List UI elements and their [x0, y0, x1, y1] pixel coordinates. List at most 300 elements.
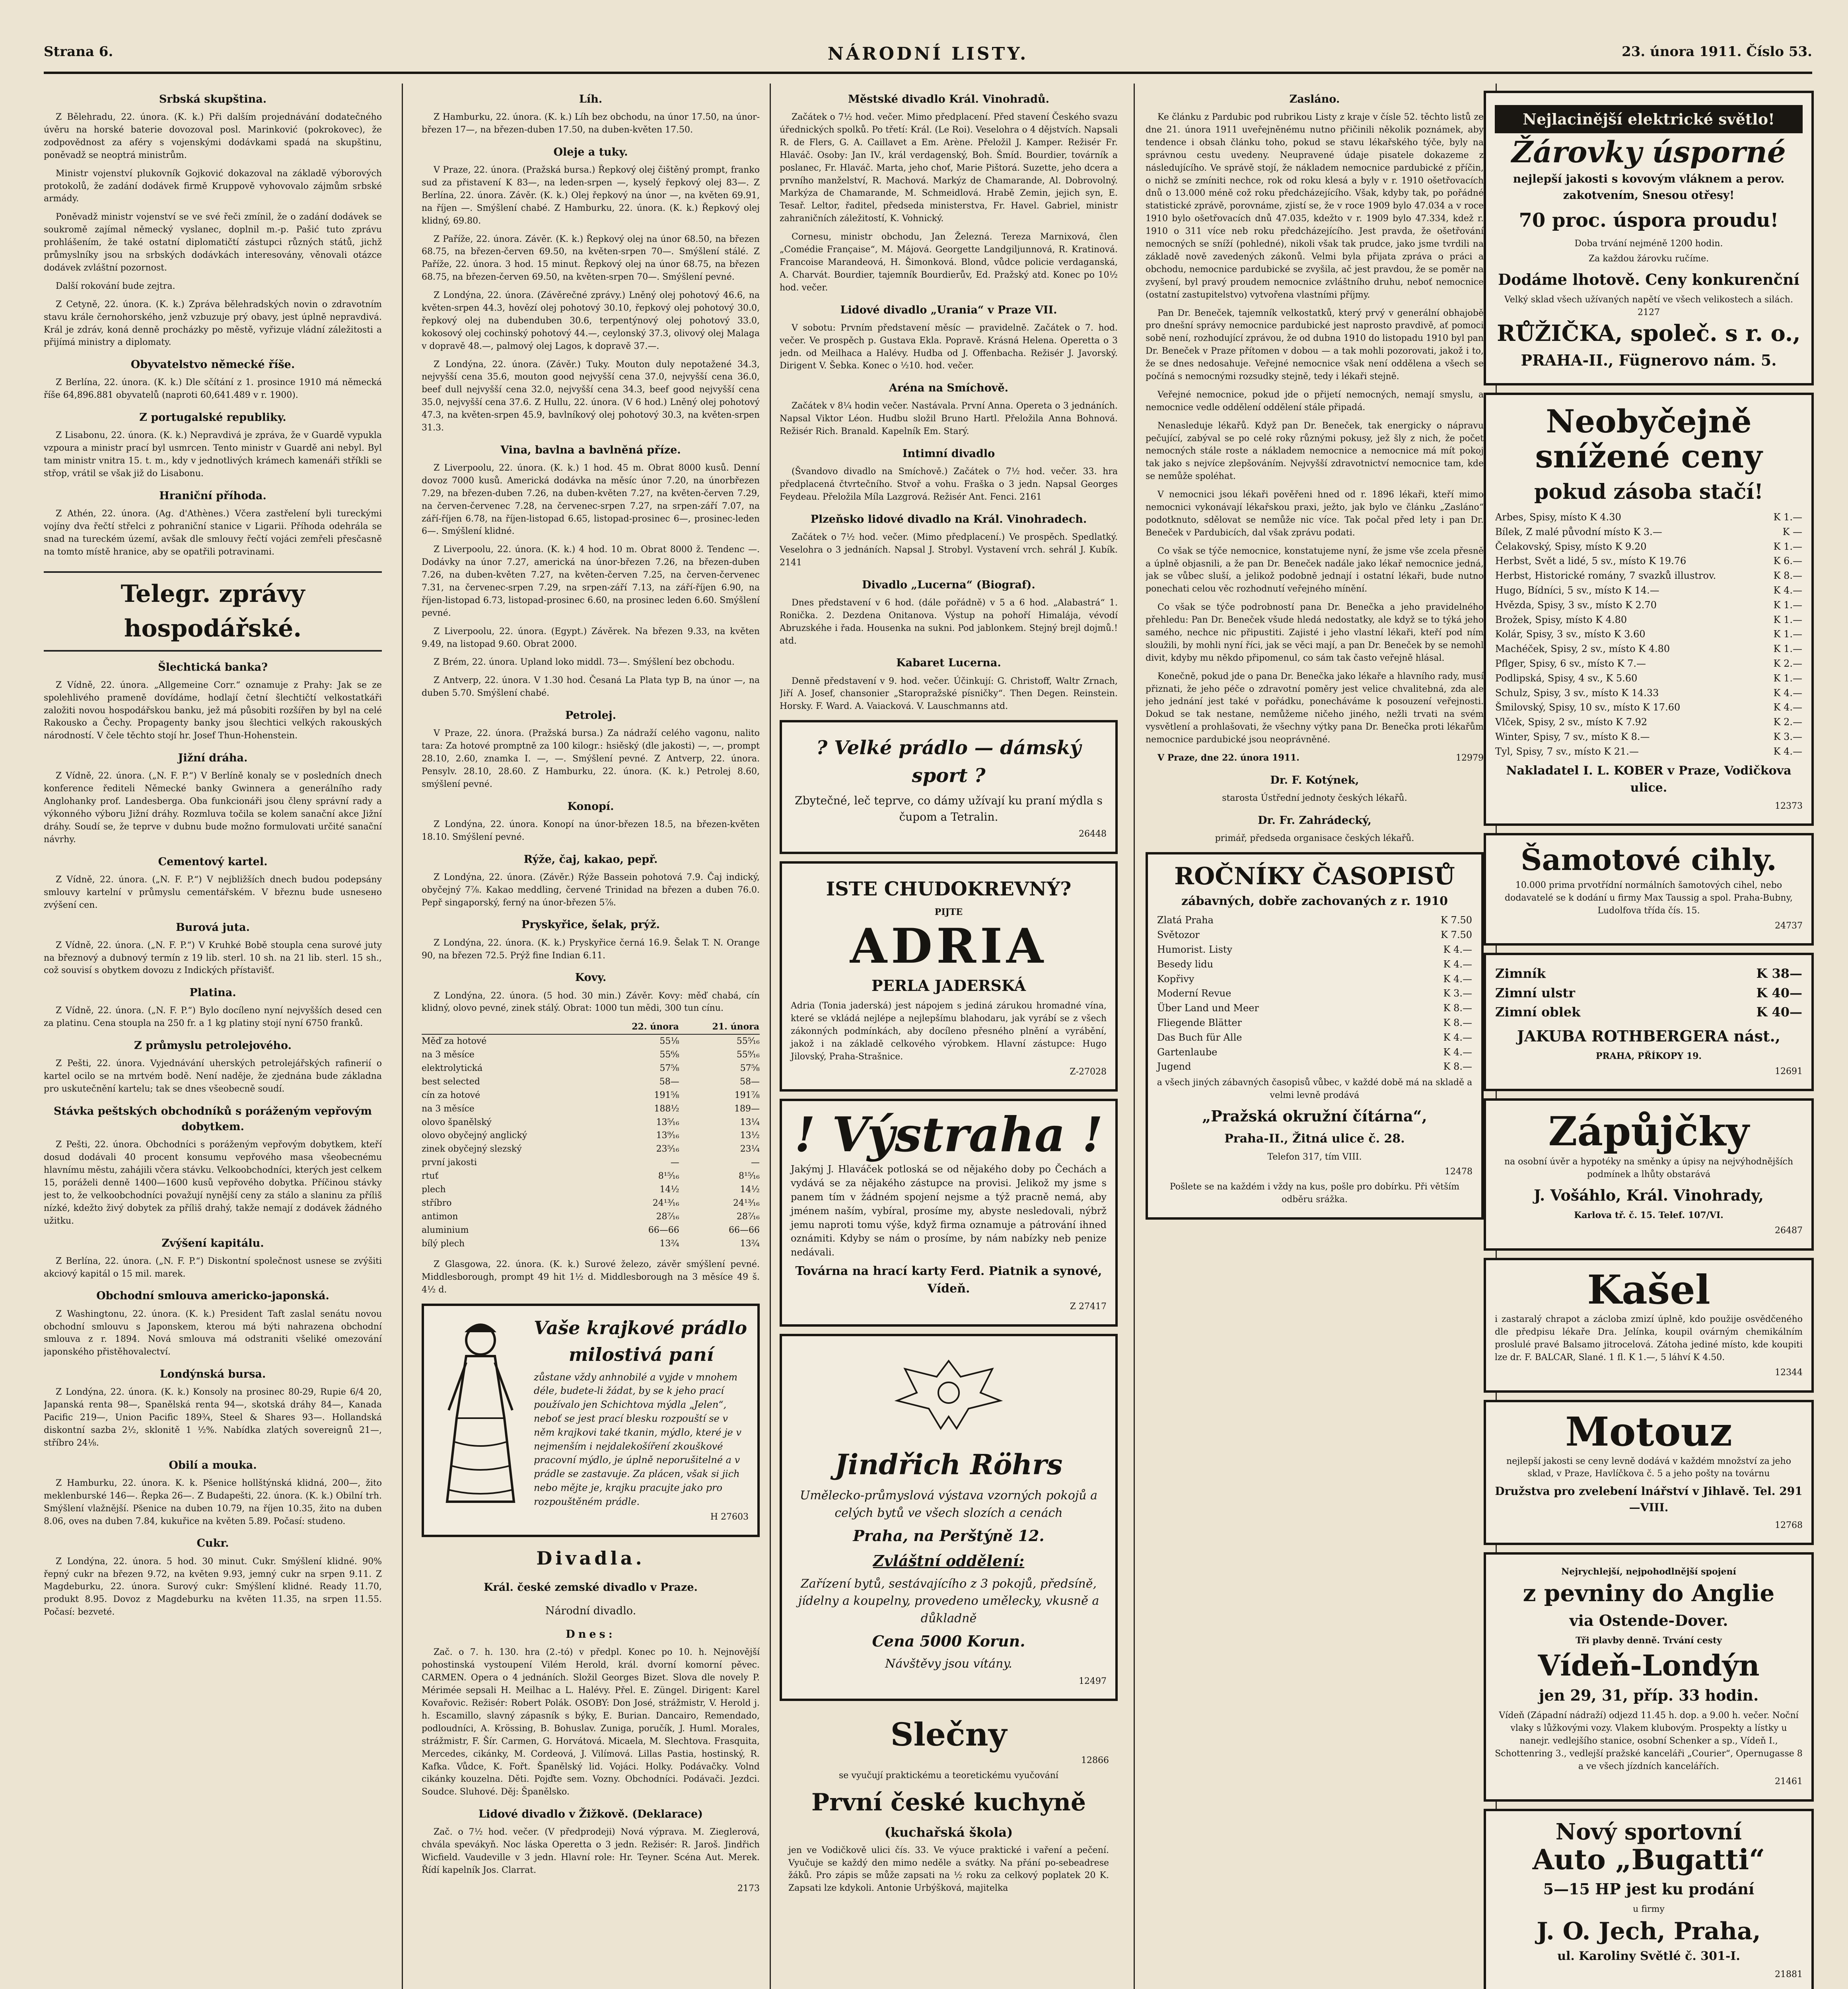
- bulb-sub: nejlepší jakosti s kovovým vláknem a perov. zakotvením, Snesou otřesy!: [1513, 172, 1785, 202]
- metals-table-header: [422, 1020, 760, 1034]
- metals-row: [422, 1183, 760, 1197]
- glasgow-report: Z Glasgowa, 22. února. (K. k.) Surové železo, závěr smýšlení pevné. Middlesborough, prompt 49 hit 1½ d. Middlesborough na 3 měsíce 49 š. 4½ d.: [422, 1259, 760, 1295]
- theatre2-program: Zač. o 7½ hod. večer. (V předprodeji) Nová výprava. M. Zieglerová, chvála spevákyň. Noc láska Operetta o 3 jedn. Režisér: R. Jaroš. Jindřich Wicfield. Vaudeville v 3 jedn. Hlavní role: Hr. Teyner. Scéna Aut. Merek. Řídí kapelník Jos. Clarrat.: [422, 1827, 760, 1875]
- bulb-firm: RŮŽIČKA, společ. s r. o.,: [1497, 320, 1801, 346]
- article-text: Z Hamburku, 22. února. (K. k.) Líh bez obchodu, na únor 17.50, na únor-březen 17—, na březen-duben 17.50, na duben-květen 17.50.: [422, 112, 760, 135]
- book-row: [1495, 686, 1803, 701]
- lace-ad-title: Vaše krajkové prádlo: [534, 1317, 747, 1339]
- article-text: Z Londýna, 22. února. Konopí na únor-březen 18.5, na březen-květen 18.10. Smýšlení pevné.: [422, 819, 760, 842]
- ad-code: 12478: [1445, 1167, 1473, 1177]
- article-text: V sobotu: Prvním představení měsíc — pravidelně. Začátek o 7. hod. večer. Ve prospěch p. Gustava Ekla. Popravě. Krásná Helena. Operetta o 3 jedn. od Meilhaca a Halévy. Hudba od J. Offenbacha. Režisér J. Javorský. Dirigent V. Šebka. Konec o ½10. hod. večer.: [780, 323, 1118, 371]
- rope-ad: [1484, 1400, 1814, 1545]
- magazine-row: [1157, 972, 1473, 987]
- book-row: [1495, 656, 1803, 671]
- metals-cell: best selected: [422, 1076, 480, 1087]
- brick-ad: [1484, 833, 1814, 946]
- metals-cell: stříbro: [422, 1198, 452, 1208]
- item-name: Hugo, Bídníci, 5 sv., místo K 14.—: [1495, 584, 1659, 596]
- metals-header-cell: [422, 1020, 599, 1034]
- page-header: [44, 44, 1812, 74]
- magazine-row: [1157, 1001, 1473, 1016]
- item-name: Besedy lidu: [1157, 958, 1214, 970]
- loan-address: Karlova tř. č. 15. Telef. 107/VI.: [1574, 1210, 1724, 1221]
- article-heading: Burová juta.: [175, 921, 250, 934]
- article-heading: Srbská skupština.: [159, 93, 267, 105]
- loan-ad: [1484, 1098, 1814, 1251]
- item-name: Herbst, Historické romány, 7 svazků illustrov.: [1495, 570, 1716, 582]
- article-text: Z Cetyně, 22. února. (K. k.) Zpráva bělehradských novin o zdravotním stavu krále černohorského, jenž vzbuzuje prý obavy, jest úplně nepravdivá. Král je zdráv, koná denně procházky po městě, vyřizuje vládní záležitosti a přijímá ministry a diplomaty.: [44, 299, 382, 348]
- zaslano-paragraph: Pan Dr. Beneček, tajemník velkostatků, který prvý v generální obhajobě pro dnešní správy nemocnice pardubické jest naprosto pravdivě, ať pomoci sobě není, rozhodující zprávou, že od dubna 1910 do listopadu 1910 byl pan Dr. Beneček v Praze přítomen v dobou — a tak mohli pozorovati, jakož i to, že se dnes nedosahuje. Veřejné nemocnice však není oddělena a všech se počíná s nemocnými rozsudky stejně, tedy i lékaři stejně.: [1146, 308, 1484, 381]
- lady-illustration: [433, 1315, 528, 1506]
- article-text: Z Pešti, 22. února. Vyjednávání uherských petrolejářských rafinerií o kartel ocilo se na mrtvém bodě. Není naděje, že zjednána bude základna pro uskutečnění kartelu; tak se dnes všeobecně soudí.: [44, 1059, 382, 1094]
- item-price: K 2.—: [1773, 658, 1802, 669]
- article-text: Z Bělehradu, 22. února. (K. k.) Při dalším projednávání dodatečného úvěru na horské baterie dovozoval posl. Marinković (pokrokovec), že zodpovědnost za aféry s vojenskými dodávkami spadá na skupštinu, poněvadž se neoptrá ministrům.: [44, 112, 382, 160]
- magazine-row: [1157, 1059, 1473, 1074]
- metals-row: [422, 1062, 760, 1075]
- column-1: [44, 84, 382, 1989]
- cough-ad: [1484, 1258, 1814, 1392]
- sale-list: [1495, 510, 1803, 759]
- article-text: Z Antverp, 22. února. V 1.30 hod. Česaná La Plata typ B, na únor —, na duben 5.70. Smýšlení chabé.: [422, 675, 760, 699]
- school-sub: (kuchařská škola): [884, 1825, 1013, 1840]
- metals-cell: 57⁵⁄₈: [740, 1063, 760, 1073]
- adria-ad-question: ISTE CHUDOKREVNÝ?: [826, 878, 1072, 900]
- metals-cell: 13⁹⁄₁₆: [656, 1131, 679, 1141]
- metals-row: [422, 1237, 760, 1251]
- article-text: Z Vídně, 22. února. („N. F. P.“) V Kruhké Bobě stoupla cena surové juty na březnový a dubnový termín z 19 lib. sterl. 10 sh. na 21 lib. sterl. 15 sh., což souvisí s obytkem dovozu z Indických přístavišť.: [44, 940, 382, 976]
- article-heading: Jižní dráha.: [178, 752, 248, 765]
- article-heading: Londýnská bursa.: [160, 1368, 266, 1381]
- sport-ad-title: ? Velké prádlo — dámský sport ?: [816, 737, 1081, 787]
- metals-cell: první jakosti: [422, 1158, 477, 1168]
- metals-cell: elektrolytická: [422, 1063, 483, 1073]
- metals-row: [422, 1156, 760, 1170]
- loan-text: na osobní úvěr a hypotéky na směnky a úpisy na nejvýhodnějších podmínek a lhůty obstarává: [1504, 1157, 1794, 1180]
- article-heading: Vina, bavlna a bavlněná příze.: [500, 444, 681, 456]
- magazines-sub: zábavných, dobře zachovaných z r. 1910: [1181, 894, 1448, 908]
- auto-address: ul. Karoliny Světlé č. 301-I.: [1557, 1949, 1740, 1964]
- item-name: Šmilovský, Spisy, 10 sv., místo K 17.60: [1495, 702, 1681, 713]
- metals-row: [422, 1089, 760, 1102]
- metals-cell: 24¹³⁄₁₆: [652, 1198, 679, 1208]
- article-heading: Oleje a tuky.: [553, 146, 628, 158]
- article-text: Z Vídně, 22. února. („N. F. P.“) Bylo docíleno nyní nejvyšších desed cen za platinu. Cena stoupla na 250 fr. a 1 kg platiny stojí nyní 6750 franků.: [44, 1006, 382, 1029]
- magazine-row: [1157, 1045, 1473, 1060]
- travel-title-2: Vídeň-Londýn: [1538, 1648, 1760, 1683]
- metals-cell: 55⁹⁄₁₆: [736, 1050, 760, 1060]
- article-text: Z Vídně, 22. února. („N. F. P.“) V nejbližších dnech budou podepsány smlouvy kartelní v průmyslu cementářském. V březnu bude usnesено zvýšení cen.: [44, 874, 382, 910]
- article-heading: Plzeňsko lidové divadlo na Král. Vinohradech.: [810, 513, 1087, 525]
- bulb-stock: Velký sklad všech užívaných napětí ve všech velikostech a silách. 2127: [1504, 295, 1793, 318]
- item-price: K 4.—: [1773, 687, 1802, 699]
- item-price: K 7.50: [1441, 915, 1472, 926]
- article-text: Z Liverpoolu, 22. února. (K. k.) 4 hod. 10 m. Obrat 8000 ž. Tendenc —. Dodávky na únor 7.27, americká na únor-březen 7.26, na březen-duben 7.26, na duben-květen 7.27, na květen-červen 7.25, na červen-červenec 7.31, na červenec-srpen 7.29, na srpen-září 7.13, na září-říjen 6.90, na říjen-listopad 6.73, listopad-prosinec 6.60, na prosinec leden 6.60. Smýšlení pevné.: [422, 545, 760, 618]
- item-name: Čelakovský, Spisy, místo K 9.20: [1495, 541, 1647, 552]
- book-row: [1495, 730, 1803, 744]
- school-name: První české kuchyně: [811, 1789, 1086, 1817]
- article-text: V Praze, 22. února. (Pražská bursa.) Za nádraží celého vagonu, nalito tara: Za hotové promptně za 100 kilogr.: hsiěský (dle jakosti) —, —, prompt 28.10, 2.60, znamka I. —, —. Smýšlení pevné. Z Antverp, 22. února. Pensylv. 28.10, 28.60. Z Hamburku, 22. února. (K. k.) Petrolej 8.60, smýšlení pevné.: [422, 728, 760, 789]
- metals-cell: —: [670, 1158, 679, 1168]
- book-row: [1495, 568, 1803, 583]
- ad-code: 21461: [1775, 1776, 1803, 1787]
- item-price: K 40—: [1756, 1004, 1802, 1020]
- coat-address: PRAHA, PŘÍKOPY 19.: [1595, 1051, 1702, 1061]
- sale-title-3: pokud zásoba stačí!: [1534, 479, 1763, 504]
- coat-list: [1495, 964, 1803, 1022]
- auto-hp: 5—15 HP jest ku prodání: [1543, 1880, 1755, 1898]
- book-row: [1495, 598, 1803, 613]
- rohrs-city: Praha, na Perštýně 12.: [853, 1527, 1045, 1545]
- metals-cell: 58—: [740, 1076, 760, 1087]
- coat-row: [1495, 964, 1803, 983]
- metals-header-cell: 21. února: [679, 1020, 760, 1034]
- adria-ad-sub: PERLA JADERSKÁ: [871, 977, 1026, 995]
- article-text: Další rokování bude zejtra.: [56, 281, 175, 291]
- item-price: K 1.—: [1773, 629, 1802, 640]
- metals-cell: bílý plech: [422, 1238, 465, 1249]
- metals-cell: olovo španělský: [422, 1117, 492, 1127]
- auto-firm-label: u firmy: [1633, 1904, 1665, 1915]
- article-heading: Hraniční příhoda.: [159, 489, 267, 502]
- theatre-program: Zač. o 7. h. 130. hra (2.-tó) v předpl. Konec po 10. h. Nejnovější pohostinská vystoupení Vilém Herold, král. dvorní komorní pěvec. CARMEN. Opera o 4 jednáních. Složil Georges Bizet. Slova dle novely P. Mérimée sepsali H. Meilhac a L. Halévy. Přel. E. Züngel. Dirigent: Karel Kovařovic. Režisér: Robert Polák. OSOBY: Don José, strážmistr, V. Herold j. h. Escamillo, slavný zápasník s býky, E. Burian. Dancairo, Remendado, podloudníci, A. Krössing, B. Bohuslav. Zuniga, poručík, J. Huml. Morales, strážmistr, F. Šír. Carmen, G. Horvátová. Micaela, M. Slechtova. Frasquita, Mercedes, cikánky, M. Cordeová, J. Vilímová. Lillas Pastia, hostinský, R. Kafka. Vůdce, K. Fořt. Španělský lid. Vojáci. Holky. Podávačky. Volnd cikánky kouzelna. Děti. Pojďte sem. Vozny. Obchodníci. Podávači. Jezdci. Soudce. Sluhové. Děj: Španělsko.: [422, 1647, 760, 1797]
- page-number: Strana 6.: [44, 44, 113, 60]
- metals-row: [422, 1197, 760, 1210]
- article-text: Z Vídně, 22. února. („N. F. P.“) V Berlíně konaly se v posledních dnech konference řediteli Německé banky Gwinnera a generálního rady Anglohanky prof. Landesberga. Oba funkcionáři jsou členy správní rady a výkonného výboru Jižní dráhy. Rozmluva točila se kolem sanační akce Jižní dráhy. Soudí se, že teprve v dubnu bude možno formulovati určité sanační návrhy.: [44, 771, 382, 845]
- rohrs-text-2: Zařízení bytů, sestávajícího z 3 pokojů, předsíně, jídelny a koupelny, provedeno umělecky, vkusně a důkladně: [798, 1576, 1099, 1625]
- item-price: K 4.—: [1443, 973, 1472, 985]
- signer-1: Dr. F. Kotýnek,: [1270, 774, 1359, 786]
- metals-cell: 13²⁄₄: [659, 1238, 679, 1249]
- metals-cell: 14¹⁄₂: [659, 1185, 679, 1195]
- school-text-2: jen ve Vodičkově ulici čís. 33. Ve výuce praktické i vaření a pečení. Vyučuje se každý den mimo neděle a svátky. Na přání po-sebeadrese žáků. Pro zápis se může zapsati na ½ roku za celkový poplatek 20 K. Zapsati lze kdykoli. Antonie Urbýšková, majitelka: [788, 1845, 1109, 1894]
- coat-firm: JAKUBA ROTHBERGERA nást.,: [1517, 1027, 1780, 1045]
- warning-firm: Továrna na hrací karty Ferd. Piatnik a synové, Vídeň.: [795, 1264, 1102, 1296]
- article-heading: Rýže, čaj, kakao, pepř.: [523, 853, 658, 866]
- magazine-row: [1157, 1016, 1473, 1030]
- bulb-top: Nejlacinější elektrické světlo!: [1495, 105, 1803, 133]
- article-text: V Praze, 22. února. (Pražská bursa.) Řepkový olej čištěný prompt, franko sud za přistavení K 83—, na leden-srpen —, kyselý řepkový olej 83—. Z Berlína, 22. února. Závěr. (K. k.) Olej řepkový na únor —, na květen 69.91, na říjen —. Smýšlení chabé. Z Hamburku, 22. února. (K. k.) Řepkový olej klidný, 69.80.: [422, 165, 760, 226]
- magazines-list: [1157, 913, 1473, 1074]
- adria-ad: [780, 861, 1118, 1092]
- warning-title: ! Výstraha !: [794, 1107, 1103, 1163]
- metals-cell: 57⁵⁄₈: [659, 1063, 679, 1073]
- metals-cell: 13¹⁄₄: [740, 1117, 760, 1127]
- article-text: Z Liverpoolu, 22. února. (Egypt.) Závěrek. Na březen 9.33, na květen 9.49, na listopad 9.60. Obrat 2000.: [422, 626, 760, 649]
- item-name: Herbst, Svět a lidé, 5 sv., místo K 19.76: [1495, 555, 1687, 567]
- travel-ad: [1484, 1552, 1814, 1801]
- ad-code: 21881: [1775, 1969, 1803, 1979]
- article-heading: Obilí a mouka.: [169, 1459, 257, 1471]
- article-heading: Platina.: [189, 987, 236, 999]
- theatre2-title: Lidové divadlo v Žižkově. (Deklarace): [479, 1808, 703, 1821]
- market-reports: [422, 91, 760, 1015]
- warning-ad: [780, 1099, 1118, 1326]
- article-text: Denně představení v 9. hod. večer. Účinkují: G. Christoff, Waltr Zrnach, Jiří A. Josef, chansonier „Staropražské písničky“. Then Degen. Reinstein. Horsky. F. Ward. A. Vaiacková. V. Lauschmanns atd.: [780, 676, 1118, 712]
- article-text: Začátek o 7½ hod. večer. (Mimo předplacení.) Ve prospěch. Spedlatký. Veselohra o 3 jednáních. Napsal J. Strobyl. Vystavení vrch. sehrál J. Kubík. 2141: [780, 532, 1118, 568]
- cooking-school-ad: [780, 1708, 1118, 1906]
- signer-2: Dr. Fr. Zahrádecký,: [1258, 814, 1371, 827]
- item-name: Podlipská, Spisy, 4 sv., K 5.60: [1495, 672, 1638, 684]
- article-text: Z Londýna, 22. února. (Závěr.) Tuky. Mouton duly nepotažené 34.3, nejvyšší cena 35.6, mouton good nejvyšší cena 37.0, nejvyšší cena 36.0, beef dull nejvyšší cena 32.0, nejvyšší cena 34.3, beef good nejvyšší cena 35.0, nejvyšší cena 37.6. Z Hullu, 22. února. (V 6 hod.) Lněný olej pohotový 47.3, na květen-srpen 45.9, bavlníkový olej pohotový 30.3, na květen-srpen 31.3.: [422, 359, 760, 433]
- auto-title: Auto „Bugatti“: [1532, 1843, 1765, 1876]
- zaslano-paragraph: Nenasleduje lékařů. Když pan Dr. Beneček, tak energicky o nápravu pečující, zabýval se po celé roky různými pokusy, jež šly z nich, že počet nemocných stále roste a nákladem nemocnice a nemocnice má mít pokoj tak jako s nejvíce zlepšováním. Nejvyšší zdravotnictví nemocnice tam, kde se nemůže spoléhat.: [1146, 420, 1484, 482]
- magazine-row: [1157, 957, 1473, 972]
- item-name: Jugend: [1157, 1061, 1191, 1072]
- issue-date: 23. února 1911. Číslo 53.: [1622, 44, 1812, 60]
- adria-ad-drink: PIJTE: [934, 907, 963, 918]
- school-title: Slečny: [890, 1716, 1007, 1754]
- item-price: K 2.—: [1773, 716, 1802, 728]
- sign-date: [1146, 752, 1484, 765]
- item-price: K 8.—: [1443, 1017, 1472, 1029]
- item-name: Zimní ulstr: [1495, 985, 1576, 1000]
- bulb-offer: Dodáme lhotově. Ceny konkurenční: [1498, 271, 1799, 289]
- article-text: Z Vídně, 22. února. „Allgemeine Corr.“ oznamuje z Prahy: Jak se ze spolehlivého prameně dovídáme, hodlají četní šlechtičtí velkostatkáři založiti novou hospodářskou banku, jež má působiti rozšířen by byl na celé Rakousko a Čechy. Propagenty banky jsou šlechtici velkých rakouských národností. V čele těchto stojí hr. Josef Thun-Hohenstein.: [44, 680, 382, 741]
- metals-row: [422, 1210, 760, 1224]
- rohrs-ad: [780, 1334, 1118, 1701]
- item-name: Das Buch für Alle: [1157, 1031, 1242, 1043]
- zaslano-paragraph: Co však se týče nemocnice, konstatujeme nyní, že jsme vše zcela přesně a úplně objasnili, a že pan Dr. Beneček nadále jako lékař nemocnice jedná, jak se vůbec sluší, a jelikož podobně jednají i ostatní lékaři, bude nutno ponechati celou věc rozhodnutí veřejného mínění.: [1146, 546, 1484, 594]
- book-row: [1495, 525, 1803, 539]
- eagle-emblem-icon: [889, 1349, 1008, 1436]
- metals-cell: 189—: [734, 1103, 760, 1114]
- metals-cell: 8¹⁵⁄₁₆: [739, 1171, 760, 1181]
- article-text: Z Athén, 22. února. (Ag. d'Athènes.) Včera zastřelení byli tureckými vojíny dva řečtí střelci z pohraniční stanice v Ligarii. Příhoda odehrála se snad na tureckém území, avšak dle smlouvy řečtí vojáci zemřeli přesčasně na tomto místě hranice, aby se opatřili potravinami.: [44, 509, 382, 557]
- metals-row: [422, 1129, 760, 1142]
- bulb-title: Žárovky úsporné: [1511, 135, 1786, 170]
- adria-ad-text: Adria (Tonia jaderská) jest nápojem s jediná zárukou hromadné vína, které se vkládá nejlépe a nejlepšímu blahodaru, jak vyrábí se z všech zákonných podmínkách, aby docíleno přesného plnění a vyrábění, jakož i na základě celkového výrobkem. Hlavní zástupce: Hugo Jilovský, Praha-Strašnice.: [791, 1001, 1107, 1062]
- book-row: [1495, 583, 1803, 598]
- item-price: K 1.—: [1773, 672, 1802, 684]
- auto-firm: J. O. Jech, Praha,: [1537, 1917, 1761, 1946]
- sale-firm: Nakladatel I. L. KOBER v Praze, Vodičkova ulice.: [1506, 763, 1792, 795]
- travel-title-1: z pevniny do Anglie: [1523, 1580, 1775, 1607]
- book-row: [1495, 642, 1803, 656]
- item-price: K 4.—: [1773, 584, 1802, 596]
- travel-sub: Tři plavby denně. Trvání cesty: [1576, 1635, 1722, 1646]
- theatre-today: Dnes:: [566, 1628, 616, 1641]
- column-rule: [402, 84, 403, 1989]
- zaslano-paragraph: Ke článku z Pardubic pod rubrikou Listy z kraje v čísle 52. těchto listů ze dne 21. února 1911 uveřejněnému nutno přičinili několik poznámek, aby tendence i obsah článku toho, pokud se stavu lékařského týče, byly na správnou cestu uvedeny. Neupravené údaje pisatele dokazeme z následujícího. Ve správě stojí, že nákladem nemocnice pardubické z příčin, o nichž se zmíniti nechce, rok od roku klesá a byly v r. 1910 ošetřovacích dnů o 13.000 méně což roku předcházejícího. Však, kdyby tak, po pořádné statistické zprávě, porovnáme, zjistí se, že v roce 1909 bylo 47.034 a v roce 1910 bylo ošetřovacích dnů 47.035, kdežto v r. 1909 bylo 47.334, kdež r. 1910 o 311 více neb roku předcházejícího. Jest pravda, že ošetřování nemocných se sníží (pohledné), nikoli však tak prudce, jako jsme tvrdili na základě nově zavedených zákonů. Velmi byla přijata zpráva o práci a obchodu, nemocnice pardubické se zvyšila, ač jest pravdou, že se poměr na zvyšení, byl pravý proudem nemocnice zvláštního druhu, neboť nemocnice (ostatní zastupitelstvo) vytvořena vlastními příjmy.: [1146, 112, 1484, 300]
- column-3: [780, 84, 1118, 1989]
- article-text: (Švandovo divadlo na Smíchově.) Začátek o 7½ hod. večer. 33. hra předplacená čtvrtečního. Stvoř a vohu. Fraška o 3 jedn. Napsal Georges Feydeau. Přeložila Míla Lazgrová. Režisér Ant. Fenci. 2161: [780, 467, 1118, 502]
- brick-title: Šamotové cihly.: [1521, 843, 1777, 878]
- item-name: Kolár, Spisy, 3 sv., místo K 3.60: [1495, 629, 1646, 640]
- lace-ad: [422, 1304, 760, 1537]
- article-text: Z Hamburku, 22. února. K. k. Pšenice hollštýnská klidná, 200—, žito meklenburské 146—. Řepka 26—. Z Budapešti, 22. února. (K. k.) Obilní trh. Smýšlení vlažnější. Pšenice na duben 10.79, na říjen 10.35, žito na duben 8.06, oves na duben 7.84, kukuřice na květen 5.89. Počasí: studeno.: [44, 1478, 382, 1526]
- sign-date-text: V Praze, dne 22. února 1911.: [1157, 753, 1299, 763]
- item-price: K 40—: [1756, 985, 1802, 1000]
- book-row: [1495, 613, 1803, 627]
- item-price: K 4.—: [1443, 944, 1472, 956]
- metals-table: [422, 1020, 760, 1250]
- zaslano-paragraph: V nemocnici jsou lékaři pověřeni hned od r. 1896 lékaři, kteří mimo nemocnici vykonávají lékařskou praxi, ježto, jak bylo ve článku „Zasláno“ podotknuto, sdělovat se nemůže nic více. Tak počal před lety i pan Dr. Beneček v Pardubicích, dal však zprávu podati.: [1146, 490, 1484, 538]
- item-name: Vlček, Spisy, 2 sv., místo K 7.92: [1495, 716, 1648, 728]
- metals-cell: —: [751, 1158, 760, 1168]
- metals-cell: 55⁶⁄₈: [659, 1050, 679, 1060]
- item-name: Arbes, Spisy, místo K 4.30: [1495, 512, 1621, 523]
- item-price: K 8.—: [1443, 1061, 1472, 1072]
- metals-cell: 14¹⁄₂: [740, 1185, 760, 1195]
- metals-row: [422, 1142, 760, 1156]
- magazine-row: [1157, 913, 1473, 928]
- rope-title: Motouz: [1565, 1408, 1732, 1455]
- ad-code: 12979: [1456, 753, 1484, 763]
- lace-ad-title-2: milostivá paní: [568, 1343, 714, 1365]
- loan-title: Zápůjčky: [1548, 1108, 1749, 1155]
- article-heading: Líh.: [579, 93, 603, 105]
- article-heading: Zvýšení kapitálu.: [161, 1237, 264, 1249]
- item-price: K 7.50: [1441, 929, 1472, 941]
- ad-code: 12344: [1775, 1367, 1803, 1378]
- magazine-row: [1157, 928, 1473, 942]
- ad-code: 12497: [1079, 1676, 1107, 1686]
- metals-row: [422, 1224, 760, 1237]
- ad-code: Z-27028: [1070, 1067, 1107, 1077]
- bulb-ad: [1484, 91, 1814, 385]
- theatre-title: Divadla.: [536, 1547, 645, 1569]
- article-heading: Intimní divadlo: [902, 448, 995, 460]
- sale-ad: [1484, 393, 1814, 826]
- ad-code: 12866: [1081, 1755, 1109, 1766]
- metals-cell: 23¹⁄₄: [740, 1144, 760, 1154]
- article-heading: Pryskyřice, šelak, prýž.: [521, 919, 660, 931]
- auto-ad: [1484, 1809, 1814, 1989]
- travel-top: Nejrychlejší, nejpohodlnější spojení: [1561, 1567, 1736, 1577]
- item-name: Pflger, Spisy, 6 sv., místo K 7.—: [1495, 658, 1646, 669]
- article-text: Cornesu, ministr obchodu, Jan Železná. Tereza Marnixová, člen „Comédie Française“, M. Májová. Georgette Landgiljunnová, R. Kratinová. Francoise Marandeová, H. Šimonková. Blond, vůdce policie verdaganská, A. Charvát. Bourdier, tajemník Bourdierův, Ed. Pražský atd. Konec po 10½ hod. večer.: [780, 232, 1118, 293]
- sport-ad-text: Zbytečné, leč teprve, co dámy užívají ku praní mýdla s čupom a Tetralin.: [795, 794, 1103, 824]
- rohrs-special: Zvláštní oddělení:: [873, 1552, 1025, 1570]
- cough-title: Kašel: [1587, 1266, 1710, 1314]
- magazines-note: a všech jiných zábavných časopisů vůbec, v každé době má na skladě a velmi levně prodává: [1157, 1078, 1473, 1101]
- metals-row: [422, 1102, 760, 1116]
- brick-text: 10.000 prima prvotřídní normálních šamotových cihel, nebo dodavatelé se k dodání u firmy Max Taussig a spol. Praha-Bubny, Ludolfova třída čís. 15.: [1505, 880, 1793, 916]
- masthead: NÁRODNÍ LISTY.: [827, 44, 1029, 64]
- article-text: Z Londýna, 22. února. (5 hod. 30 min.) Závěr. Kovy: měď chabá, cín klidný, olovo pevné, zinek stálý. Obrat: 1000 tun mědi, 300 tun cínu.: [422, 991, 760, 1014]
- article-text: Dnes představení v 6 hod. (dále pořádně) v 5 a 6 hod. „Alabastrá“ 1. Ronička. 2. Dezdena Onitanova. Výstup na pohoří Himalája, vévodí Abruzskéhe i řada. Housenka na sukni. Pod jablonkem. Stejný brejl dojmů.! atd.: [780, 597, 1118, 646]
- magazines-phone: Telefon 317, tím VIII.: [1267, 1152, 1362, 1162]
- article-heading: Městské divadlo Král. Vinohradů.: [848, 93, 1049, 105]
- item-name: Machéček, Spisy, 2 sv., místo K 4.80: [1495, 643, 1670, 655]
- article-heading: Kovy.: [575, 971, 607, 984]
- metals-row: [422, 1170, 760, 1183]
- metals-cell: 58—: [659, 1076, 679, 1087]
- book-row: [1495, 510, 1803, 525]
- travel-hours: jen 29, 31, příp. 33 hodin.: [1539, 1686, 1759, 1705]
- article-text: Začátek o 7½ hod. večer. Mimo předplacení. Před stavení Českého svazu úřednických spolků. Po třetí: Král. (Le Roi). Veselohra o 4 dějstvích. Napsali R. de Flers, G. A. Caillavet a Em. Arène. Přeložil J. Kamper. Režisér Fr. Hlaváč. Osoby: Jan IV., král verdagenský, Boh. Šmíd. Bourdier, továrník a poslanec, Fr. Hlaváč. Marta, jeho choť, Marie Pištorá. Suzette, jeho dcera a prvního manželství, R. Machová. Markýz de Chamarande, Al. Dobrovolný. Markýza de Chamarande, M. Schmeidlová. Hrabě Zemin, jejich syn, E. Tesař. Leltor, řaditel, předseda ministerstva, Fr. Havel. Gabriel, ministr zahraničních záležitostí, K. Vohnický.: [780, 112, 1118, 224]
- item-price: K 1.—: [1773, 643, 1802, 655]
- article-heading: Divadlo „Lucerna“ (Biograf).: [862, 578, 1035, 591]
- article-heading: Petrolej.: [565, 709, 617, 722]
- article-text: Z Londýna, 22. února. (Závěrečné zprávy.) Lněný olej pohotový 46.6, na květen-srpen 44.3, hovězí olej pohotový 30.10, řepkový olej pohotový 30.0, řepkový olej na dubenduben 30.6, terpentýnový olej pohotový 33.0, kokosový olej cochinský pohotový 44.—, ceylonský 37.3, olivový olej Malaga v dopravě 48.—, palmový olej Lagos, k dopravě 37.—.: [422, 290, 760, 351]
- item-name: Moderní Revue: [1157, 988, 1231, 999]
- bulb-percent: 70 proc. úspora proudu!: [1519, 209, 1779, 232]
- column-2: [422, 84, 760, 1989]
- article-heading: Šlechtická banka?: [158, 661, 268, 673]
- column-5: [1484, 84, 1814, 1989]
- magazines-firm: „Pražská okružní čítárna“,: [1202, 1107, 1427, 1125]
- item-price: K 4.—: [1773, 745, 1802, 757]
- metals-row: [422, 1048, 760, 1062]
- book-row: [1495, 539, 1803, 554]
- news-list: [44, 91, 382, 559]
- article-heading: Cementový kartel.: [158, 855, 268, 868]
- metals-cell: zinek obyčejný slezský: [422, 1144, 522, 1154]
- theatre-listings: [780, 91, 1118, 713]
- metals-cell: olovo obyčejný anglický: [422, 1131, 527, 1141]
- magazines-address: Praha-II., Žitná ulice č. 28.: [1224, 1132, 1405, 1146]
- ad-code: 2173: [737, 1883, 760, 1894]
- article-text: Z Berlína, 22. února. („N. F. P.“) Diskontní společnost usnese se zvýšiti akciový kapitál o 15 mil. marek.: [44, 1256, 382, 1279]
- metals-row: [422, 1116, 760, 1129]
- item-price: K 3.—: [1773, 731, 1802, 742]
- theatre-subtitle: Král. české zemské divadlo v Praze.: [484, 1581, 698, 1594]
- auto-top: Nový sportovní: [1555, 1818, 1742, 1845]
- item-name: Winter, Spisy, 7 sv., místo K 8.—: [1495, 731, 1650, 742]
- rohrs-visit: Návštěvy jsou vítány.: [885, 1657, 1012, 1671]
- article-heading: Obyvatelstvo německé říše.: [130, 358, 295, 371]
- item-name: Über Land und Meer: [1157, 1002, 1259, 1014]
- metals-cell: rtuť: [422, 1171, 439, 1181]
- item-name: Zimní oblek: [1495, 1004, 1581, 1020]
- item-name: Schulz, Spisy, 3 sv., místo K 14.33: [1495, 687, 1659, 699]
- item-price: K 1.—: [1773, 614, 1802, 625]
- item-name: Zimník: [1495, 966, 1546, 981]
- metals-cell: 28⁷⁄₁₆: [736, 1211, 760, 1222]
- zaslano-paragraph: Veřejné nemocnice, pokud jde o přijetí nemocných, nemají smyslu, a nemocnice vedle oddělení oddělení stále připadá.: [1146, 389, 1484, 413]
- signer-1-title: starosta Ústřední jednoty českých lékařů.: [1222, 793, 1407, 804]
- item-price: K —: [1782, 526, 1802, 537]
- column-4: [1146, 84, 1484, 1989]
- item-price: K 3.—: [1443, 988, 1472, 999]
- metals-cell: plech: [422, 1185, 446, 1195]
- article-text: Poněvadž ministr vojenství se ve své řeči zmínil, že o zadání dodávek se soukromě zajímal německý vyslanec, doplnil m.-p. Pašić tuto zprávu prohlášením, že také ostatní diplomatičtí zástupci různých států, jichž průmyslníky jsou na srbských dodávkách interesovány, věnovali otázce dodávek zvláštní pozornost.: [44, 212, 382, 273]
- article-text: Z Paříže, 22. února. Závěr. (K. k.) Řepkový olej na únor 68.50, na březen 68.75, na březen-červen 69.50, na květen-srpen 70—. Smýšlení stálé. Z Paříže, 22. února. 3 hod. 15 minut. Řepkový olej na únor 68.75, na březen 68.75, na březen-červen 69.50, na květen-srpen 70—. Smýšlení pevné.: [422, 234, 760, 282]
- item-name: Tyl, Spisy, 7 sv., místo K 21.—: [1495, 745, 1639, 757]
- item-name: Gartenlaube: [1157, 1046, 1218, 1058]
- zaslano-title: Zasláno.: [1289, 93, 1340, 105]
- metals-cell: Měď za hotové: [422, 1036, 487, 1047]
- metals-cell: cín za hotové: [422, 1090, 480, 1100]
- item-name: Fliegende Blätter: [1157, 1017, 1242, 1029]
- metals-cell: 55⁵⁄₁₆: [736, 1036, 760, 1047]
- metals-cell: 24¹³⁄₁₆: [733, 1198, 760, 1208]
- ad-code: 12373: [1775, 801, 1803, 811]
- bulb-address: PRAHA-II., Fügnerovo nám. 5.: [1521, 351, 1777, 369]
- bulb-note: Doba trvání nejméně 1200 hodin.: [1574, 239, 1723, 249]
- magazines-ad: [1146, 852, 1484, 1220]
- article-heading: Cukr.: [196, 1537, 229, 1550]
- magazine-row: [1157, 942, 1473, 957]
- item-price: K 4.—: [1773, 702, 1802, 713]
- item-price: K 8.—: [1773, 570, 1802, 582]
- metals-cell: 8¹⁵⁄₁₆: [658, 1171, 679, 1181]
- book-row: [1495, 744, 1803, 759]
- item-price: K 1.—: [1773, 599, 1802, 611]
- column-rule: [1134, 84, 1135, 1989]
- metals-header-cell: 22. února: [599, 1020, 679, 1034]
- item-price: K 1.—: [1773, 541, 1802, 552]
- article-text: Z Brém, 22. února. Upland loko middl. 73—. Smýšlení bez obchodu.: [434, 657, 735, 668]
- rohrs-text-1: Umělecko-průmyslová výstava vzorných pokojů a celých bytů ve všech slozích a cenách: [800, 1489, 1097, 1520]
- travel-via: via Ostende-Dover.: [1569, 1611, 1728, 1630]
- ad-code: 12691: [1775, 1066, 1803, 1076]
- ad-code: 12768: [1775, 1520, 1803, 1530]
- item-name: Hvězda, Spisy, 3 sv., místo K 2.70: [1495, 599, 1657, 611]
- zaslano-paragraph: Konečně, pokud jde o pana Dr. Benečka jako lékaře a hlavního rady, musí přiznati, že jeho péče o zdravotní poměry jest velice chvalitebná, zda ale jeho jednání jest také v pořádku, ponecháváme k posouzení veřejnosti. Dokud se tak nestane, nemůžeme ničeho jiného, nežli trvati na svém vysvětlení a prohlašovati, že všechny výtky pana Dr. Benečka proti lékařům nemocnice pardubické jsou neoprávněné.: [1146, 671, 1484, 745]
- article-text: Z Pešti, 22. února. Obchodníci s poráženým vepřovým dobytkem, kteří dosud dodávali 40 procent konsumu vepřového masa všeobecnému hlavnímu městu, zahájili včera stávku. Velkoobchodníci, kterých jest celkem 15, poráželi denně 1400—1600 kusů vepřového dobytka. Příčinou stávky jest to, že velkoobchodníci považují nynější ceny za stálo a slaninu za příliš nízké, kdežto živý dobytek za příliš drahý, takže nemají z dodávek žádného užitku.: [44, 1140, 382, 1226]
